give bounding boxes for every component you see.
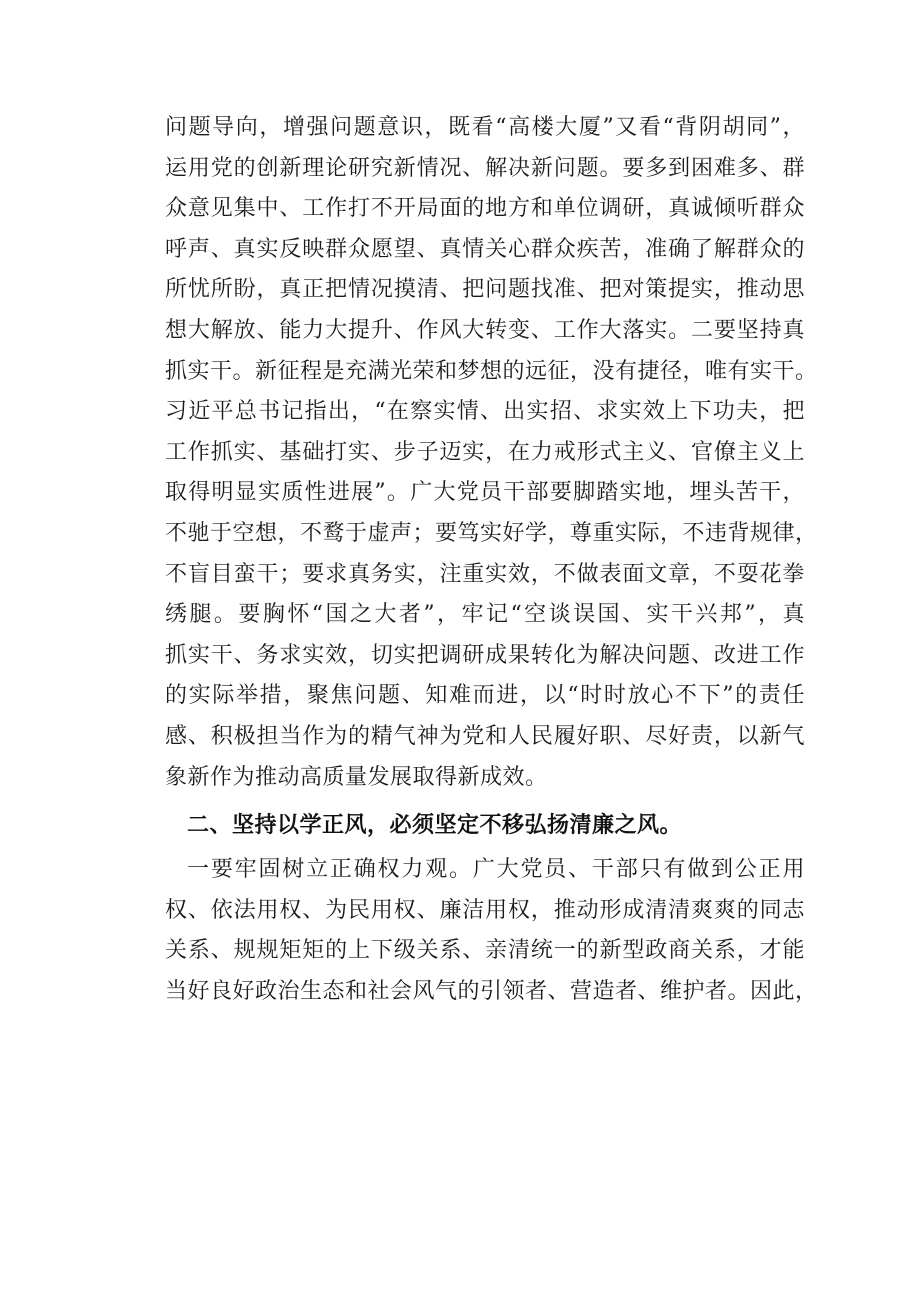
paragraph-line: 习近平总书记指出，“在察实情、出实招、求实效上下功夫，把 [165, 399, 805, 425]
document-body [165, 108, 818, 1012]
paragraph-line: 问题导向，增强问题意识，既看“高楼大厦”又看“背阴胡同”， [165, 115, 805, 140]
paragraph-line: 权、依法用权、为民用权、廉洁用权，推动形成清清爽爽的同志 [165, 897, 805, 923]
paragraph-line: 众意见集中、工作打不开局面的地方和单位调研，真诚倾听群众 [165, 196, 805, 222]
paragraph-line: 一要牢固树立正确权力观。广大党员、干部只有做到公正用 [187, 857, 805, 883]
paragraph-line: 不盲目蛮干；要求真务实，注重实效，不做表面文章，不耍花拳 [165, 561, 805, 587]
paragraph-line: 想大解放、能力大提升、作风大转变、工作大落实。二要坚持真 [165, 317, 805, 343]
paragraph-line: 象新作为推动高质量发展取得新成效。 [165, 764, 548, 790]
paragraph-line: 当好良好政治生态和社会风气的引领者、营造者、维护者。因此， [165, 978, 818, 1004]
paragraph-line: 抓实干。新征程是充满光荣和梦想的远征，没有捷径，唯有实干。 [165, 358, 818, 384]
paragraph-line: 取得明显实质性进展”。广大党员干部要脚踏实地，埋头苦干， [165, 480, 805, 506]
paragraph-line: 感、积极担当作为的精气神为党和人民履好职、尽好责，以新气 [165, 723, 805, 749]
paragraph-line: 运用党的创新理论研究新情况、解决新问题。要多到困难多、群 [165, 155, 805, 181]
paragraph-line: 关系、规规矩矩的上下级关系、亲清统一的新型政商关系，才能 [165, 938, 805, 964]
paragraph-line: 不驰于空想，不鹜于虚声；要笃实好学，尊重实际，不违背规律， [165, 520, 818, 546]
paragraph-line: 绣腿。要胸怀“国之大者”，牢记“空谈误国、实干兴邦”，真 [165, 602, 805, 628]
paragraph-line: 呼声、真实反映群众愿望、真情关心群众疾苦，准确了解群众的 [165, 236, 805, 262]
paragraph-2 [165, 850, 818, 1012]
paragraph-1 [165, 108, 818, 798]
paragraph-line: 工作抓实、基础打实、步子迈实，在力戒形式主义、官僚主义上 [165, 439, 805, 465]
paragraph-line: 的实际举措，聚焦问题、知难而进，以“时时放心不下”的责任 [165, 683, 805, 709]
paragraph-line: 所忧所盼，真正把情况摸清、把问题找准、把对策提实，推动思 [165, 277, 805, 303]
section-heading: 二、坚持以学正风，必须坚定不移弘扬清廉之风。 [187, 813, 683, 839]
paragraph-line: 抓实干、务求实效，切实把调研成果转化为解决问题、改进工作 [165, 642, 805, 668]
